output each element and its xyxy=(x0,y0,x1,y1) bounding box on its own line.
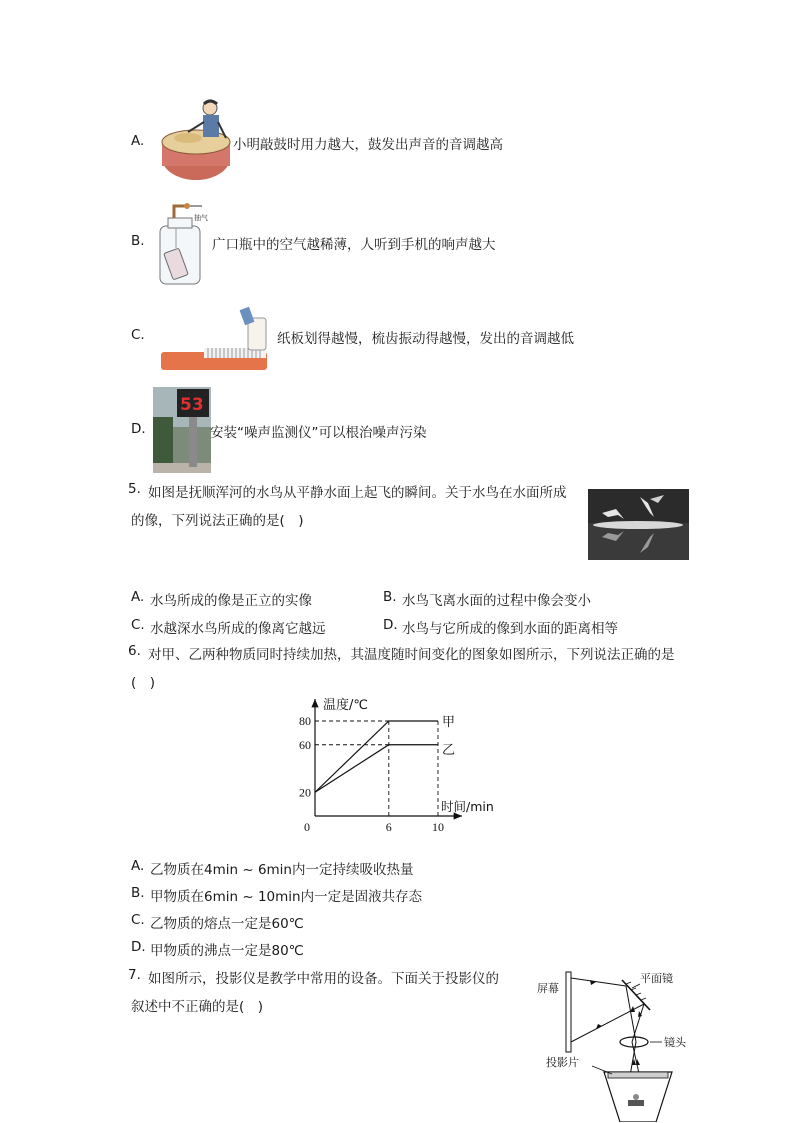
q5-option-b-text: 水鸟飞离水面的过程中像会变小 xyxy=(402,593,591,609)
q7-number: 7. xyxy=(128,967,141,983)
x-tick-label-6: 6 xyxy=(385,820,392,834)
q6-option-d-letter: D. xyxy=(131,939,146,955)
q5-number: 5. xyxy=(128,481,141,497)
drum-image xyxy=(160,98,232,186)
option-a-letter: A. xyxy=(131,133,145,149)
series-line-1 xyxy=(315,721,438,792)
q5-option-c-text: 水越深水鸟所成的像离它越远 xyxy=(150,621,326,637)
q5-option-d-letter: D. xyxy=(383,617,398,633)
temperature-time-chart xyxy=(290,690,505,835)
q6-option-b-text: 甲物质在6min ~ 10min内一定是固液共存态 xyxy=(150,889,423,905)
lens-label: 镜头 xyxy=(664,1036,686,1049)
q6-stem-line1: 对甲、乙两种物质同时持续加热，其温度随时间变化的图象如图所示，下列说法正确的是 xyxy=(148,647,675,663)
q6-option-a-letter: A. xyxy=(131,858,145,874)
q6-option-d-text: 甲物质的沸点一定是80℃ xyxy=(150,943,304,959)
option-b-text: 广口瓶中的空气越稀薄，人听到手机的响声越大 xyxy=(212,237,496,253)
option-b-letter: B. xyxy=(131,233,145,249)
q5-stem-line2: 的像，下列说法正确的是( ) xyxy=(131,513,304,529)
q5-option-a-letter: A. xyxy=(131,589,145,605)
q6-stem-line2: ( ) xyxy=(131,675,156,691)
series-label-1: 甲 xyxy=(442,715,456,730)
water-bird-image xyxy=(588,489,689,560)
option-c-letter: C. xyxy=(131,327,145,343)
option-a-text: 小明敲鼓时用力越大，鼓发出声音的音调越高 xyxy=(233,137,503,153)
screen-label: 屏幕 xyxy=(537,982,559,995)
q5-stem-line1: 如图是抚顺浑河的水鸟从平静水面上起飞的瞬间。关于水鸟在水面所成 xyxy=(148,485,567,501)
noise-monitor-image xyxy=(153,387,211,473)
y-tick-label-80: 80 xyxy=(299,714,311,728)
q5-option-c-letter: C. xyxy=(131,617,145,633)
q6-option-c-text: 乙物质的熔点一定是60℃ xyxy=(150,916,304,932)
y-axis-label: 温度/℃ xyxy=(323,698,368,713)
y-tick-label-20: 20 xyxy=(299,785,311,800)
series-label-2: 乙 xyxy=(442,742,456,758)
noise-display: 53 xyxy=(180,395,204,415)
q7-stem-line2: 叙述中不正确的是( ) xyxy=(131,999,264,1015)
q5-option-a-text: 水鸟所成的像是正立的实像 xyxy=(150,593,312,609)
mirror-label: 平面镜 xyxy=(640,972,673,985)
q5-option-b-letter: B. xyxy=(383,589,397,605)
q6-option-b-letter: B. xyxy=(131,885,145,901)
q5-option-d-text: 水鸟与它所成的像到水面的距离相等 xyxy=(402,621,618,637)
x-tick-label-10: 10 xyxy=(432,820,444,834)
slide-label: 投影片 xyxy=(546,1056,579,1069)
pump-label: 抽气 xyxy=(194,214,208,222)
q6-option-a-text: 乙物质在4min ~ 6min内一定持续吸收热量 xyxy=(150,862,414,878)
projector-diagram xyxy=(532,962,698,1122)
x-tick-label-0: 0 xyxy=(304,820,310,834)
option-d-letter: D. xyxy=(131,421,146,437)
q6-number: 6. xyxy=(128,643,141,659)
series-line-2 xyxy=(315,745,438,793)
x-axis-label: 时间/min xyxy=(441,799,494,814)
q7-stem-line1: 如图所示，投影仪是教学中常用的设备。下面关于投影仪的 xyxy=(148,971,499,987)
option-c-text: 纸板划得越慢，梳齿振动得越慢，发出的音调越低 xyxy=(277,331,574,347)
comb-cardboard-image xyxy=(160,306,272,374)
y-tick-label-60: 60 xyxy=(299,737,311,752)
option-d-text: 安装“噪声监测仪”可以根治噪声污染 xyxy=(210,425,427,441)
jar-phone-image xyxy=(154,198,214,288)
q6-option-c-letter: C. xyxy=(131,912,145,928)
